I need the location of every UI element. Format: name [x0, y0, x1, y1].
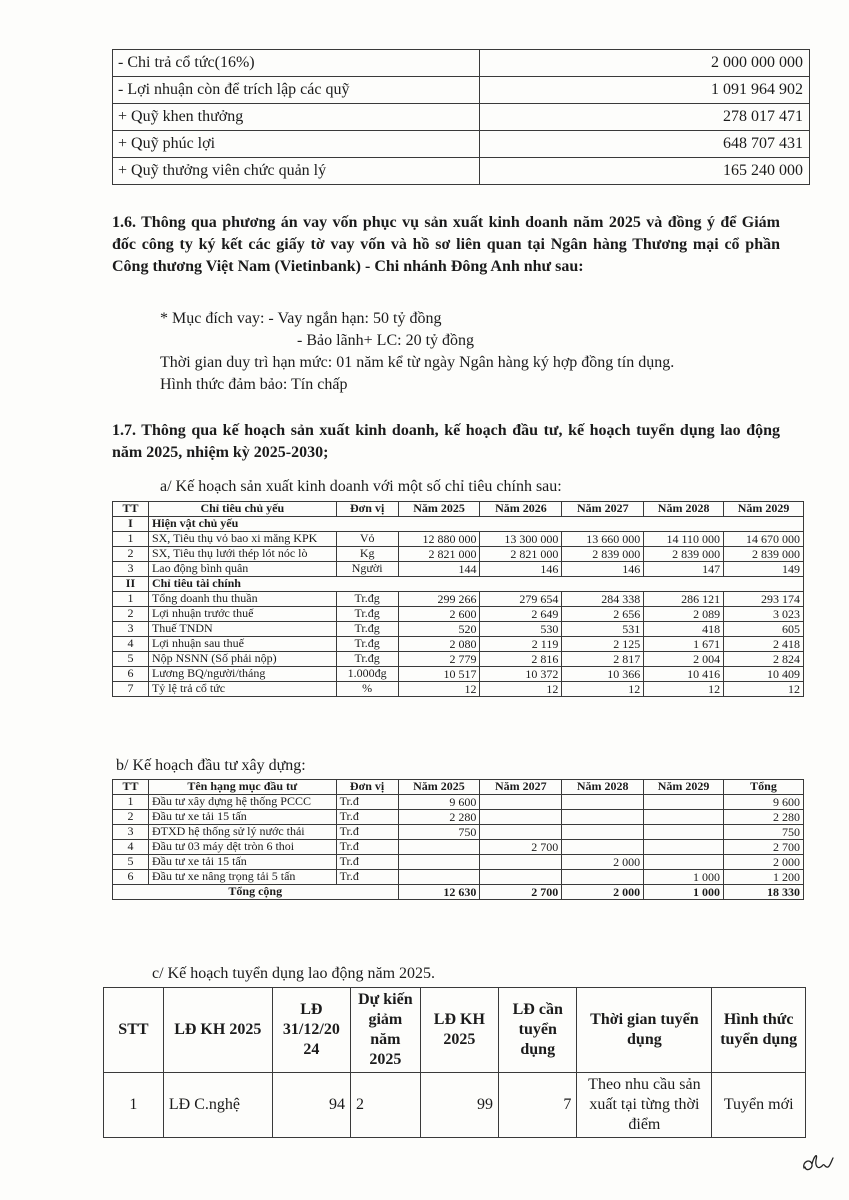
- year-value: [398, 855, 480, 870]
- group-row: [113, 517, 804, 532]
- year-value: 146: [562, 562, 644, 577]
- year-value: [644, 825, 724, 840]
- year-value: [562, 810, 644, 825]
- year-value: 279 654: [480, 592, 562, 607]
- year-value: 147: [644, 562, 724, 577]
- unit: Tr.đg: [336, 607, 398, 622]
- year-value: 13 660 000: [562, 532, 644, 547]
- column-header: STT: [104, 988, 164, 1073]
- unit: Tr.đ: [336, 840, 398, 855]
- row-value: 165 240 000: [480, 158, 810, 185]
- year-value: 2 821 000: [480, 547, 562, 562]
- total-value: 18 330: [724, 885, 804, 900]
- year-value: [480, 825, 562, 840]
- recruitment-time: Theo nhu cầu sản xuất tại từng thời điểm: [577, 1073, 712, 1138]
- row-number: 6: [113, 667, 149, 682]
- group-name: Hiện vật chủ yếu: [148, 517, 803, 532]
- expected-decrease: 2: [351, 1073, 421, 1138]
- table-row: [113, 652, 804, 667]
- loan-purpose-line-1: * Mục đích vay: - Vay ngắn hạn: 50 tỷ đồng: [160, 310, 442, 327]
- table-row: [113, 607, 804, 622]
- section-1-7-heading: 1.7. Thông qua kế hoạch sản xuất kinh doanh, kế hoạch đầu tư, kế hoạch tuyển dụng lao động năm 2025, nhiệm kỳ 2025-2030;: [112, 422, 780, 461]
- unit: Tr.đ: [336, 870, 398, 885]
- year-value: 14 110 000: [644, 532, 724, 547]
- column-header: Năm 2028: [644, 502, 724, 517]
- column-header: Năm 2025: [398, 502, 480, 517]
- section-1-6-heading: 1.6. Thông qua phương án vay vốn phục vụ sản xuất kinh doanh năm 2025 và đồng ý để Giám đốc công ty ký kết các giấy tờ vay vốn và hồ sơ liên quan tại Ngân hàng Thương mại cổ phần Công thương Việt Nam (Vietinbank) - Chi nhánh Đông Anh như sau:: [112, 214, 780, 275]
- table-row: [113, 637, 804, 652]
- unit: Tr.đ: [336, 795, 398, 810]
- table-row: [113, 682, 804, 697]
- year-value: 1 000: [644, 870, 724, 885]
- row-number: 1: [104, 1073, 164, 1138]
- year-value: 2 089: [644, 607, 724, 622]
- year-value: 13 300 000: [480, 532, 562, 547]
- total-value: 1 000: [644, 885, 724, 900]
- indicator-name: Lợi nhuận trước thuế: [148, 607, 336, 622]
- row-number: 4: [113, 840, 149, 855]
- recruitment-form: Tuyển mới: [712, 1073, 806, 1138]
- unit: 1.000đg: [336, 667, 398, 682]
- row-number: 1: [113, 592, 149, 607]
- labor-needed: 7: [499, 1073, 577, 1138]
- group-number: II: [113, 577, 149, 592]
- table-row: [113, 104, 810, 131]
- table-row: [113, 77, 810, 104]
- unit: Tr.đg: [336, 652, 398, 667]
- column-header: Chỉ tiêu chủ yếu: [148, 502, 336, 517]
- year-value: [398, 840, 480, 855]
- year-value: 10 409: [724, 667, 804, 682]
- year-value: 2 779: [398, 652, 480, 667]
- year-value: 2 600: [398, 607, 480, 622]
- year-value: 750: [398, 825, 480, 840]
- year-value: 299 266: [398, 592, 480, 607]
- year-value: 3 023: [724, 607, 804, 622]
- year-value: 2 119: [480, 637, 562, 652]
- year-value: 12: [398, 682, 480, 697]
- year-value: 293 174: [724, 592, 804, 607]
- row-value: 2 000 000 000: [480, 50, 810, 77]
- table-row: [113, 50, 810, 77]
- total-label: Tổng cộng: [113, 885, 399, 900]
- year-value: [562, 840, 644, 855]
- investment-item: Đầu tư xe tải 15 tấn: [148, 855, 336, 870]
- table-row: [113, 870, 804, 885]
- group-name: Chỉ tiêu tài chính: [148, 577, 803, 592]
- handwritten-initials: [800, 1150, 834, 1176]
- year-value: 10 517: [398, 667, 480, 682]
- indicator-name: Nộp NSNN (Số phải nộp): [148, 652, 336, 667]
- year-value: 10 416: [644, 667, 724, 682]
- investment-item: Đầu tư xây dựng hệ thống PCCC: [148, 795, 336, 810]
- year-value: 2 280: [398, 810, 480, 825]
- row-value: 278 017 471: [480, 104, 810, 131]
- row-label: - Lợi nhuận còn để trích lập các quỹ: [113, 77, 480, 104]
- column-header: Năm 2026: [480, 502, 562, 517]
- labor-count: 94: [272, 1073, 350, 1138]
- group-row: [113, 577, 804, 592]
- unit: Tr.đ: [336, 825, 398, 840]
- year-value: [644, 795, 724, 810]
- column-header: LĐ 31/12/20 24: [272, 988, 350, 1073]
- total-value: 2 700: [480, 885, 562, 900]
- row-number: 1: [113, 795, 149, 810]
- column-header: LĐ KH 2025: [420, 988, 498, 1073]
- column-header: Dự kiến giảm năm 2025: [351, 988, 421, 1073]
- year-value: 2 839 000: [724, 547, 804, 562]
- indicator-name: Tỷ lệ trả cổ tức: [148, 682, 336, 697]
- column-header: Năm 2029: [644, 780, 724, 795]
- row-number: 3: [113, 562, 149, 577]
- year-value: 2 125: [562, 637, 644, 652]
- year-value: 149: [724, 562, 804, 577]
- row-number: 4: [113, 637, 149, 652]
- year-value: 530: [480, 622, 562, 637]
- year-value: 14 670 000: [724, 532, 804, 547]
- table-row: [113, 562, 804, 577]
- year-value: 2 649: [480, 607, 562, 622]
- year-value: 2 418: [724, 637, 804, 652]
- group-number: I: [113, 517, 149, 532]
- business-plan-caption: a/ Kế hoạch sản xuất kinh doanh với một số chỉ tiêu chính sau:: [160, 478, 562, 495]
- year-value: [480, 855, 562, 870]
- investment-plan-table: [112, 779, 804, 900]
- table-row: [113, 592, 804, 607]
- table-row: [113, 825, 804, 840]
- unit: Tr.đ: [336, 810, 398, 825]
- row-number: 5: [113, 855, 149, 870]
- year-value: 2 080: [398, 637, 480, 652]
- column-header: TT: [113, 502, 149, 517]
- table-row: [104, 1073, 806, 1138]
- year-value: [644, 810, 724, 825]
- column-header: Tên hạng mục đầu tư: [148, 780, 336, 795]
- year-value: 531: [562, 622, 644, 637]
- indicator-name: Lợi nhuận sau thuế: [148, 637, 336, 652]
- total-row: [113, 885, 804, 900]
- profit-allocation-table: [112, 49, 810, 185]
- row-number: 3: [113, 622, 149, 637]
- table-row: [113, 622, 804, 637]
- unit: Vỏ: [336, 532, 398, 547]
- indicator-name: SX, Tiêu thụ vỏ bao xi măng KPK: [148, 532, 336, 547]
- row-number: 5: [113, 652, 149, 667]
- unit: Tr.đg: [336, 592, 398, 607]
- table-row: [113, 547, 804, 562]
- investment-item: Đầu tư xe nâng trọng tải 5 tấn: [148, 870, 336, 885]
- unit: Tr.đg: [336, 637, 398, 652]
- unit: Tr.đg: [336, 622, 398, 637]
- unit: Người: [336, 562, 398, 577]
- column-header: Năm 2027: [480, 780, 562, 795]
- row-number: 7: [113, 682, 149, 697]
- year-value: 2 817: [562, 652, 644, 667]
- year-value: 1 200: [724, 870, 804, 885]
- table-row: [113, 131, 810, 158]
- row-label: + Quỹ phúc lợi: [113, 131, 480, 158]
- year-value: [644, 840, 724, 855]
- row-label: + Quỹ khen thưởng: [113, 104, 480, 131]
- year-value: 2 700: [480, 840, 562, 855]
- column-header: Năm 2028: [562, 780, 644, 795]
- row-number: 2: [113, 607, 149, 622]
- year-value: [398, 870, 480, 885]
- column-header: Năm 2029: [724, 502, 804, 517]
- year-value: [480, 795, 562, 810]
- row-number: 3: [113, 825, 149, 840]
- indicator-name: Lao động bình quân: [148, 562, 336, 577]
- year-value: 10 372: [480, 667, 562, 682]
- year-value: 2 000: [562, 855, 644, 870]
- year-value: 2 656: [562, 607, 644, 622]
- column-header: Hình thức tuyển dụng: [712, 988, 806, 1073]
- year-value: 2 839 000: [644, 547, 724, 562]
- year-value: 2 816: [480, 652, 562, 667]
- labor-plan: 99: [420, 1073, 498, 1138]
- loan-collateral: Hình thức đảm bảo: Tín chấp: [160, 376, 348, 393]
- table-row: [113, 840, 804, 855]
- column-header: Tổng: [724, 780, 804, 795]
- row-number: 2: [113, 810, 149, 825]
- investment-item: ĐTXD hệ thống sử lý nước thải: [148, 825, 336, 840]
- year-value: 418: [644, 622, 724, 637]
- indicator-name: Tổng doanh thu thuần: [148, 592, 336, 607]
- row-label: + Quỹ thưởng viên chức quản lý: [113, 158, 480, 185]
- column-header: Đơn vị: [336, 502, 398, 517]
- column-header: TT: [113, 780, 149, 795]
- recruitment-plan-table: [103, 987, 806, 1138]
- column-header: Thời gian tuyển dụng: [577, 988, 712, 1073]
- year-value: 2 280: [724, 810, 804, 825]
- year-value: 12: [644, 682, 724, 697]
- year-value: 2 700: [724, 840, 804, 855]
- unit: Tr.đ: [336, 855, 398, 870]
- row-value: 648 707 431: [480, 131, 810, 158]
- column-header: Năm 2025: [398, 780, 480, 795]
- year-value: 605: [724, 622, 804, 637]
- year-value: 12 880 000: [398, 532, 480, 547]
- investment-plan-caption: b/ Kế hoạch đầu tư xây dựng:: [116, 757, 306, 774]
- year-value: 12: [724, 682, 804, 697]
- year-value: [562, 795, 644, 810]
- investment-item: Đầu tư xe tải 15 tấn: [148, 810, 336, 825]
- year-value: 2 004: [644, 652, 724, 667]
- year-value: [480, 810, 562, 825]
- labor-category: LĐ C.nghệ: [163, 1073, 272, 1138]
- column-header: LĐ cần tuyển dụng: [499, 988, 577, 1073]
- year-value: 2 000: [724, 855, 804, 870]
- indicator-name: SX, Tiêu thụ lưới thép lót nóc lò: [148, 547, 336, 562]
- year-value: 284 338: [562, 592, 644, 607]
- indicator-name: Thuế TNDN: [148, 622, 336, 637]
- row-value: 1 091 964 902: [480, 77, 810, 104]
- total-value: 2 000: [562, 885, 644, 900]
- table-row: [113, 855, 804, 870]
- year-value: 10 366: [562, 667, 644, 682]
- business-plan-table: [112, 501, 804, 697]
- year-value: [644, 855, 724, 870]
- row-number: 1: [113, 532, 149, 547]
- indicator-name: Lương BQ/người/tháng: [148, 667, 336, 682]
- recruitment-plan-caption: c/ Kế hoạch tuyển dụng lao động năm 2025.: [152, 965, 436, 982]
- row-number: 2: [113, 547, 149, 562]
- table-row: [113, 795, 804, 810]
- year-value: 1 671: [644, 637, 724, 652]
- loan-purpose-line-2: - Bảo lãnh+ LC: 20 tỷ đồng: [297, 332, 475, 349]
- year-value: 9 600: [398, 795, 480, 810]
- unit: %: [336, 682, 398, 697]
- column-header: Đơn vị: [336, 780, 398, 795]
- row-number: 6: [113, 870, 149, 885]
- year-value: 144: [398, 562, 480, 577]
- year-value: [562, 870, 644, 885]
- investment-item: Đầu tư 03 máy dệt tròn 6 thoi: [148, 840, 336, 855]
- year-value: [562, 825, 644, 840]
- year-value: 146: [480, 562, 562, 577]
- year-value: 12: [480, 682, 562, 697]
- year-value: 520: [398, 622, 480, 637]
- total-value: 12 630: [398, 885, 480, 900]
- year-value: 286 121: [644, 592, 724, 607]
- year-value: 9 600: [724, 795, 804, 810]
- table-row: [113, 158, 810, 185]
- column-header: LĐ KH 2025: [163, 988, 272, 1073]
- year-value: 12: [562, 682, 644, 697]
- year-value: [480, 870, 562, 885]
- year-value: 750: [724, 825, 804, 840]
- table-row: [113, 532, 804, 547]
- loan-duration: Thời gian duy trì hạn mức: 01 năm kể từ ngày Ngân hàng ký hợp đồng tín dụng.: [160, 354, 675, 371]
- row-label: - Chi trả cổ tức(16%): [113, 50, 480, 77]
- year-value: 2 824: [724, 652, 804, 667]
- table-row: [113, 810, 804, 825]
- year-value: 2 839 000: [562, 547, 644, 562]
- table-row: [113, 667, 804, 682]
- year-value: 2 821 000: [398, 547, 480, 562]
- column-header: Năm 2027: [562, 502, 644, 517]
- unit: Kg: [336, 547, 398, 562]
